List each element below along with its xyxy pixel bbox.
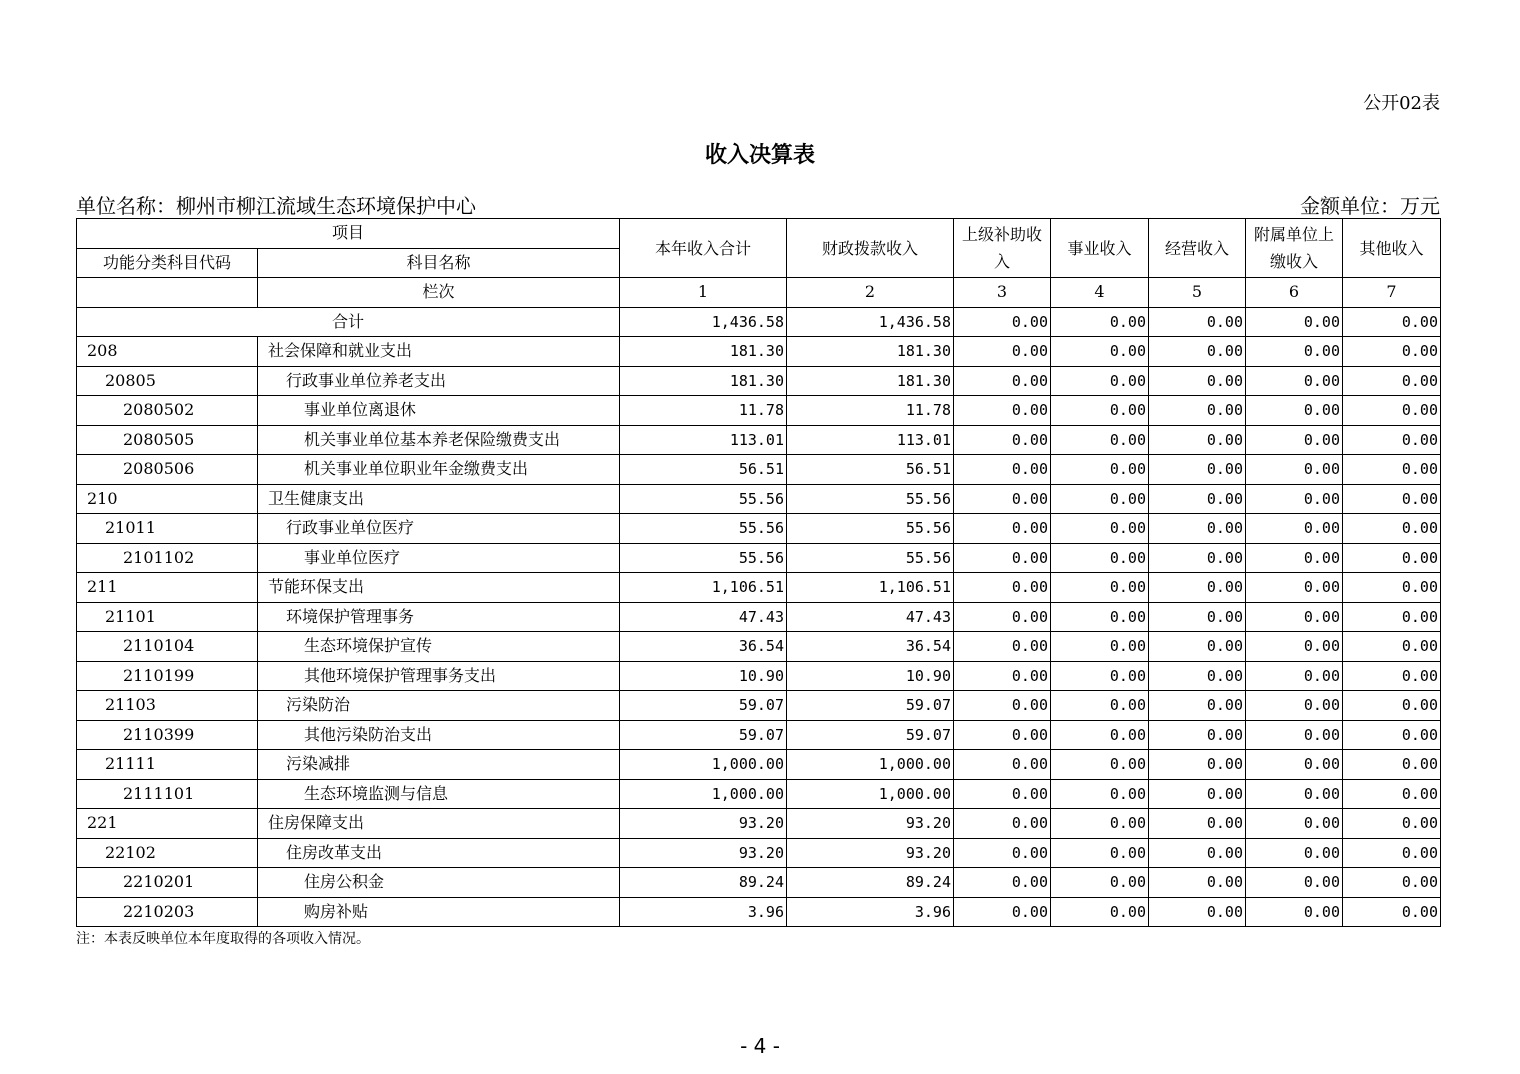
header-row-1 (77, 219, 1441, 249)
table-row (77, 632, 1441, 662)
amount-cell: 11.78 (620, 396, 787, 426)
amount-cell: 181.30 (620, 366, 787, 396)
table-row (77, 455, 1441, 485)
amount-cell: 0.00 (1149, 691, 1246, 721)
amount-cell: 0.00 (1051, 868, 1149, 898)
amount-cell: 0.00 (1246, 779, 1343, 809)
amount-cell: 0.00 (954, 514, 1051, 544)
amount-cell: 56.51 (620, 455, 787, 485)
amount-cell: 0.00 (1051, 720, 1149, 750)
amount-cell: 0.00 (954, 720, 1051, 750)
amount-cell: 0.00 (954, 573, 1051, 603)
amount-cell: 0.00 (1051, 337, 1149, 367)
total-value: 0.00 (1343, 307, 1441, 337)
amount-cell: 0.00 (1343, 573, 1441, 603)
table-row (77, 661, 1441, 691)
amount-cell: 0.00 (954, 602, 1051, 632)
amount-cell: 0.00 (1051, 455, 1149, 485)
amount-cell: 0.00 (1051, 661, 1149, 691)
subject-code: 2101102 (77, 543, 258, 573)
subject-name: 其他环境保护管理事务支出 (258, 661, 620, 691)
subject-name: 社会保障和就业支出 (258, 337, 620, 367)
total-row (77, 307, 1441, 337)
header-code: 功能分类科目代码 (77, 248, 258, 278)
subject-code: 20805 (77, 366, 258, 396)
subject-name: 污染防治 (258, 691, 620, 721)
amount-cell: 0.00 (1051, 809, 1149, 839)
amount-cell: 0.00 (1246, 809, 1343, 839)
amount-cell: 1,106.51 (787, 573, 954, 603)
report-title: 收入决算表 (704, 142, 815, 168)
income-table (76, 218, 1441, 927)
amount-cell: 0.00 (1246, 691, 1343, 721)
amount-cell: 0.00 (1149, 779, 1246, 809)
subject-name: 行政事业单位养老支出 (258, 366, 620, 396)
table-row (77, 809, 1441, 839)
subject-name: 生态环境保护宣传 (258, 632, 620, 662)
amount-cell: 0.00 (1343, 337, 1441, 367)
amount-cell: 0.00 (1051, 750, 1149, 780)
amount-cell: 0.00 (1343, 455, 1441, 485)
table-row (77, 779, 1441, 809)
subject-code: 2080505 (77, 425, 258, 455)
amount-cell: 0.00 (1343, 425, 1441, 455)
amount-cell: 0.00 (1343, 838, 1441, 868)
amount-cell: 0.00 (1246, 897, 1343, 927)
amount-cell: 93.20 (620, 809, 787, 839)
table-row (77, 838, 1441, 868)
total-value: 0.00 (1051, 307, 1149, 337)
amount-cell: 0.00 (1343, 720, 1441, 750)
amount-cell: 3.96 (787, 897, 954, 927)
amount-cell: 0.00 (1343, 632, 1441, 662)
amount-cell: 0.00 (1246, 425, 1343, 455)
amount-cell: 0.00 (954, 750, 1051, 780)
column-label: 栏次 (258, 278, 620, 308)
table-note: 注：本表反映单位本年度取得的各项收入情况。 (76, 931, 370, 947)
amount-cell: 0.00 (1246, 514, 1343, 544)
subject-code: 221 (77, 809, 258, 839)
amount-cell: 0.00 (1343, 868, 1441, 898)
amount-cell: 0.00 (1343, 779, 1441, 809)
table-row (77, 573, 1441, 603)
amount-cell: 0.00 (1051, 779, 1149, 809)
table-row (77, 396, 1441, 426)
column-number: 3 (954, 278, 1051, 308)
subject-code: 21103 (77, 691, 258, 721)
amount-cell: 0.00 (1149, 897, 1246, 927)
amount-cell: 1,000.00 (620, 779, 787, 809)
amount-cell: 55.56 (620, 543, 787, 573)
amount-cell: 0.00 (1343, 809, 1441, 839)
amount-cell: 0.00 (1149, 809, 1246, 839)
amount-cell: 93.20 (620, 838, 787, 868)
table-row (77, 484, 1441, 514)
subject-code: 211 (77, 573, 258, 603)
amount-cell: 59.07 (787, 720, 954, 750)
total-value: 0.00 (1246, 307, 1343, 337)
table-row (77, 337, 1441, 367)
amount-cell: 1,000.00 (620, 750, 787, 780)
amount-cell: 89.24 (620, 868, 787, 898)
subject-code: 2111101 (77, 779, 258, 809)
subject-name: 环境保护管理事务 (258, 602, 620, 632)
amount-cell: 89.24 (787, 868, 954, 898)
amount-cell: 0.00 (1051, 366, 1149, 396)
subject-code: 21011 (77, 514, 258, 544)
amount-cell: 47.43 (787, 602, 954, 632)
subject-name: 行政事业单位医疗 (258, 514, 620, 544)
amount-cell: 181.30 (787, 337, 954, 367)
amount-cell: 0.00 (1149, 868, 1246, 898)
amount-cell: 1,000.00 (787, 779, 954, 809)
header-operating: 经营收入 (1149, 219, 1246, 278)
subject-code: 210 (77, 484, 258, 514)
amount-cell: 0.00 (954, 543, 1051, 573)
column-number: 5 (1149, 278, 1246, 308)
table-row (77, 691, 1441, 721)
amount-cell: 0.00 (1343, 543, 1441, 573)
subject-name: 生态环境监测与信息 (258, 779, 620, 809)
amount-cell: 0.00 (954, 632, 1051, 662)
amount-cell: 0.00 (954, 396, 1051, 426)
amount-cell: 0.00 (1051, 484, 1149, 514)
table-row (77, 425, 1441, 455)
amount-cell: 0.00 (1343, 602, 1441, 632)
amount-cell: 55.56 (787, 484, 954, 514)
amount-cell: 0.00 (1343, 484, 1441, 514)
amount-cell: 3.96 (620, 897, 787, 927)
column-number: 6 (1246, 278, 1343, 308)
amount-cell: 0.00 (954, 809, 1051, 839)
subject-name: 卫生健康支出 (258, 484, 620, 514)
total-value: 1,436.58 (787, 307, 954, 337)
amount-cell: 55.56 (620, 484, 787, 514)
amount-cell: 0.00 (1343, 691, 1441, 721)
header-affiliated: 附属单位上缴收入 (1246, 219, 1343, 278)
amount-cell: 0.00 (1343, 661, 1441, 691)
amount-cell: 0.00 (954, 455, 1051, 485)
amount-cell: 0.00 (1246, 573, 1343, 603)
header-business: 事业收入 (1051, 219, 1149, 278)
header-superior: 上级补助收入 (954, 219, 1051, 278)
amount-cell: 10.90 (787, 661, 954, 691)
subject-name: 事业单位医疗 (258, 543, 620, 573)
amount-cell: 0.00 (954, 868, 1051, 898)
amount-cell: 0.00 (1149, 602, 1246, 632)
amount-cell: 0.00 (954, 337, 1051, 367)
subject-code: 2110104 (77, 632, 258, 662)
column-number: 4 (1051, 278, 1149, 308)
subject-name: 住房改革支出 (258, 838, 620, 868)
amount-cell: 36.54 (787, 632, 954, 662)
subject-name: 住房保障支出 (258, 809, 620, 839)
header-fiscal: 财政拨款收入 (787, 219, 954, 278)
amount-cell: 0.00 (1149, 455, 1246, 485)
amount-cell: 0.00 (1343, 514, 1441, 544)
amount-cell: 0.00 (1246, 661, 1343, 691)
subject-code: 21111 (77, 750, 258, 780)
subject-name: 污染减排 (258, 750, 620, 780)
amount-cell: 0.00 (1149, 366, 1246, 396)
total-value: 1,436.58 (620, 307, 787, 337)
amount-cell: 93.20 (787, 838, 954, 868)
amount-cell: 181.30 (787, 366, 954, 396)
amount-cell: 0.00 (1246, 396, 1343, 426)
header-other: 其他收入 (1343, 219, 1441, 278)
header-name: 科目名称 (258, 248, 620, 278)
amount-cell: 55.56 (787, 543, 954, 573)
amount-cell: 0.00 (1051, 691, 1149, 721)
subject-name: 住房公积金 (258, 868, 620, 898)
amount-cell: 47.43 (620, 602, 787, 632)
subject-code: 2110199 (77, 661, 258, 691)
table-row (77, 720, 1441, 750)
table-row (77, 366, 1441, 396)
amount-cell: 0.00 (1051, 602, 1149, 632)
amount-cell: 36.54 (620, 632, 787, 662)
amount-cell: 0.00 (1051, 425, 1149, 455)
amount-cell: 0.00 (1051, 514, 1149, 544)
amount-cell: 55.56 (787, 514, 954, 544)
amount-cell: 0.00 (1246, 720, 1343, 750)
subject-code: 21101 (77, 602, 258, 632)
amount-cell: 1,106.51 (620, 573, 787, 603)
column-number: 2 (787, 278, 954, 308)
amount-cell: 0.00 (1149, 632, 1246, 662)
subject-name: 事业单位离退休 (258, 396, 620, 426)
amount-cell: 0.00 (1149, 484, 1246, 514)
amount-cell: 55.56 (620, 514, 787, 544)
table-row (77, 602, 1441, 632)
amount-cell: 0.00 (1051, 573, 1149, 603)
unit-name: 单位名称：柳州市柳江流域生态环境保护中心 (76, 194, 476, 218)
amount-cell: 113.01 (787, 425, 954, 455)
subject-code: 2210201 (77, 868, 258, 898)
amount-cell: 0.00 (1051, 543, 1149, 573)
subject-code: 2080502 (77, 396, 258, 426)
amount-cell: 113.01 (620, 425, 787, 455)
amount-cell: 0.00 (1149, 661, 1246, 691)
amount-cell: 0.00 (1343, 396, 1441, 426)
amount-cell: 0.00 (1051, 632, 1149, 662)
subject-name: 购房补贴 (258, 897, 620, 927)
amount-unit: 金额单位：万元 (1300, 194, 1440, 218)
amount-cell: 10.90 (620, 661, 787, 691)
amount-cell: 0.00 (1246, 750, 1343, 780)
amount-cell: 0.00 (1246, 366, 1343, 396)
amount-cell: 0.00 (1246, 543, 1343, 573)
amount-cell: 0.00 (954, 425, 1051, 455)
amount-cell: 0.00 (1343, 750, 1441, 780)
table-row (77, 543, 1441, 573)
table-row (77, 514, 1441, 544)
subject-name: 机关事业单位职业年金缴费支出 (258, 455, 620, 485)
subject-code: 2210203 (77, 897, 258, 927)
amount-cell: 0.00 (1246, 484, 1343, 514)
table-row (77, 897, 1441, 927)
amount-cell: 0.00 (1343, 897, 1441, 927)
amount-cell: 0.00 (1149, 750, 1246, 780)
total-value: 0.00 (1149, 307, 1246, 337)
amount-cell: 0.00 (1246, 838, 1343, 868)
subject-code: 2080506 (77, 455, 258, 485)
amount-cell: 0.00 (1149, 838, 1246, 868)
subject-code: 208 (77, 337, 258, 367)
amount-cell: 0.00 (954, 661, 1051, 691)
page-number: - 4 - (740, 1034, 780, 1058)
total-label: 合计 (77, 307, 620, 337)
amount-cell: 181.30 (620, 337, 787, 367)
subject-name: 机关事业单位基本养老保险缴费支出 (258, 425, 620, 455)
subject-code: 22102 (77, 838, 258, 868)
amount-cell: 11.78 (787, 396, 954, 426)
amount-cell: 59.07 (620, 691, 787, 721)
amount-cell: 0.00 (1149, 543, 1246, 573)
amount-cell: 0.00 (954, 838, 1051, 868)
header-item: 项目 (77, 219, 620, 249)
amount-cell: 0.00 (1149, 514, 1246, 544)
amount-cell: 93.20 (787, 809, 954, 839)
amount-cell: 0.00 (1246, 602, 1343, 632)
amount-cell: 0.00 (954, 366, 1051, 396)
amount-cell: 0.00 (1051, 396, 1149, 426)
amount-cell: 0.00 (1246, 337, 1343, 367)
column-number: 7 (1343, 278, 1441, 308)
total-value: 0.00 (954, 307, 1051, 337)
amount-cell: 0.00 (954, 484, 1051, 514)
subject-name: 其他污染防治支出 (258, 720, 620, 750)
amount-cell: 0.00 (1149, 425, 1246, 455)
amount-cell: 0.00 (1246, 455, 1343, 485)
amount-cell: 0.00 (1246, 868, 1343, 898)
column-number-row (77, 278, 1441, 308)
amount-cell: 59.07 (620, 720, 787, 750)
table-row (77, 868, 1441, 898)
amount-cell: 59.07 (787, 691, 954, 721)
table-row (77, 750, 1441, 780)
subject-code: 2110399 (77, 720, 258, 750)
amount-cell: 0.00 (954, 897, 1051, 927)
amount-cell: 0.00 (1051, 838, 1149, 868)
amount-cell: 0.00 (1149, 337, 1246, 367)
amount-cell: 1,000.00 (787, 750, 954, 780)
amount-cell: 0.00 (954, 691, 1051, 721)
column-number-blank (77, 278, 258, 308)
amount-cell: 0.00 (1051, 897, 1149, 927)
amount-cell: 56.51 (787, 455, 954, 485)
amount-cell: 0.00 (1149, 720, 1246, 750)
header-total: 本年收入合计 (620, 219, 787, 278)
amount-cell: 0.00 (1343, 366, 1441, 396)
amount-cell: 0.00 (954, 779, 1051, 809)
amount-cell: 0.00 (1149, 396, 1246, 426)
amount-cell: 0.00 (1246, 632, 1343, 662)
subject-name: 节能环保支出 (258, 573, 620, 603)
column-number: 1 (620, 278, 787, 308)
amount-cell: 0.00 (1149, 573, 1246, 603)
form-number: 公开02表 (1363, 93, 1440, 114)
